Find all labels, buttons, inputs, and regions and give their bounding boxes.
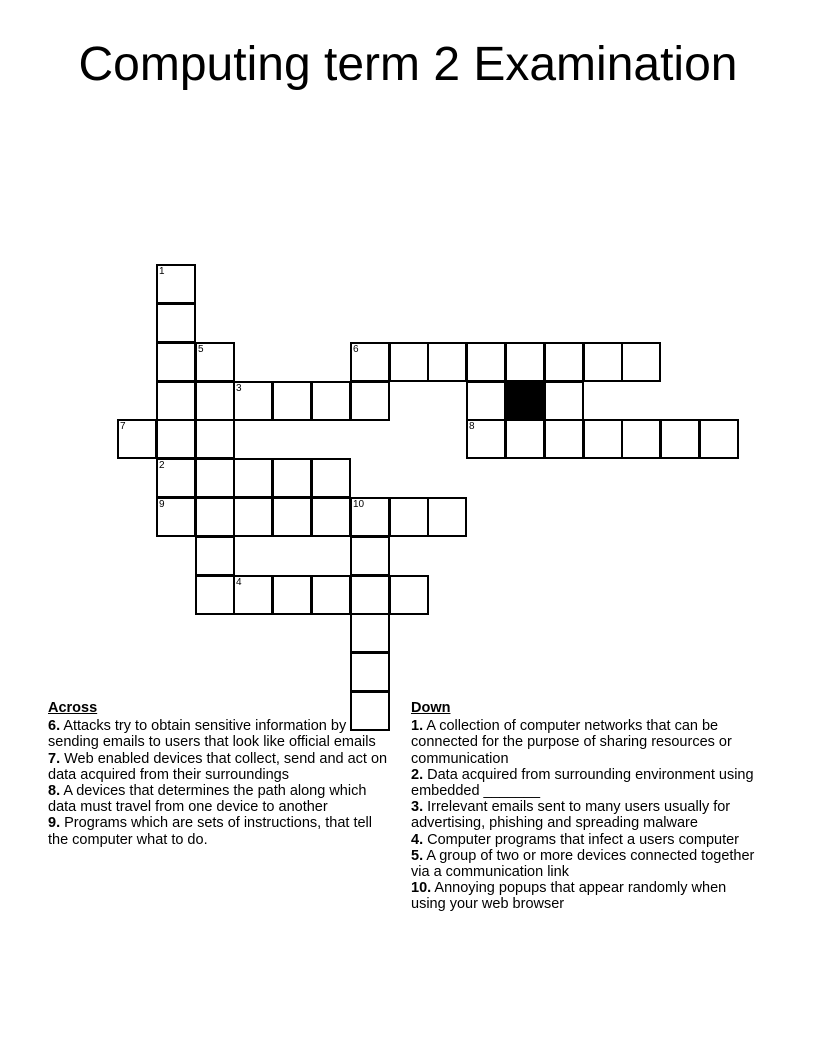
cell-number: 6 — [353, 344, 359, 355]
down-heading: Down — [411, 700, 451, 716]
cell-number: 5 — [198, 344, 204, 355]
grid-cell[interactable] — [427, 342, 467, 382]
grid-cell[interactable] — [311, 458, 351, 498]
clue-text: A group of two or more devices connected together via a communication link — [411, 847, 755, 881]
grid-cell[interactable] — [195, 536, 235, 576]
across-heading: Across — [48, 700, 98, 716]
clue-across-9 — [48, 815, 393, 847]
grid-cell[interactable] — [660, 419, 700, 459]
clue-text: Attacks try to obtain sensitive information by sending emails to users that look like official emails — [48, 718, 376, 751]
clue-text: Computer programs that infect a users computer — [427, 831, 740, 848]
grid-cell[interactable] — [389, 575, 429, 615]
cell-number: 7 — [120, 421, 126, 432]
grid-cell[interactable] — [156, 264, 196, 304]
grid-cell[interactable] — [466, 381, 506, 421]
clue-down-3 — [411, 799, 756, 831]
grid-cell[interactable] — [156, 342, 196, 382]
grid-cell[interactable] — [195, 458, 235, 498]
clue-number: 3. — [411, 799, 424, 816]
grid-cell[interactable] — [233, 497, 273, 537]
grid-cell[interactable] — [350, 381, 390, 421]
clue-text: A devices that determines the path along which data must travel from one device to another — [48, 783, 367, 816]
grid-cell[interactable] — [195, 381, 235, 421]
grid-cell[interactable] — [233, 575, 273, 615]
clue-text: Irrelevant emails sent to many users usually for advertising, phishing and spreading malware — [411, 799, 731, 832]
clue-across-8 — [48, 783, 393, 815]
cell-number: 4 — [236, 577, 242, 588]
clue-number: 9. — [48, 815, 61, 832]
clue-number: 7. — [48, 750, 61, 767]
grid-cell[interactable] — [466, 419, 506, 459]
grid-cell[interactable] — [311, 381, 351, 421]
grid-cell[interactable] — [195, 575, 235, 615]
grid-cell[interactable] — [389, 497, 429, 537]
clue-down-5 — [411, 848, 756, 880]
grid-cell[interactable] — [311, 497, 351, 537]
cell-number: 3 — [236, 383, 242, 394]
grid-cell[interactable] — [350, 613, 390, 653]
grid-cell[interactable] — [466, 342, 506, 382]
grid-cell[interactable] — [156, 458, 196, 498]
grid-cell[interactable] — [195, 497, 235, 537]
clue-number: 5. — [411, 847, 424, 864]
clue-down-1 — [411, 718, 756, 767]
grid-cell[interactable] — [156, 497, 196, 537]
grid-cell[interactable] — [272, 575, 312, 615]
grid-cell[interactable] — [350, 575, 390, 615]
grid-cell[interactable] — [544, 419, 584, 459]
grid-cell[interactable] — [311, 575, 351, 615]
grid-cell[interactable] — [195, 342, 235, 382]
clue-text: Annoying popups that appear randomly when using your web browser — [411, 880, 727, 913]
clue-down-10 — [411, 880, 756, 912]
cell-number: 9 — [159, 499, 165, 510]
grid-cell[interactable] — [505, 419, 545, 459]
clue-down-2 — [411, 767, 756, 799]
clue-down-4 — [411, 832, 756, 848]
clue-number: 6. — [48, 718, 61, 735]
grid-cell[interactable] — [389, 342, 429, 382]
grid-cell[interactable] — [156, 419, 196, 459]
clue-text: Data acquired from surrounding environment using embedded _______ — [411, 766, 754, 800]
clue-number: 8. — [48, 783, 61, 800]
grid-cell[interactable] — [272, 458, 312, 498]
clue-text: Programs which are sets of instructions, that tell the computer what to do. — [48, 815, 372, 848]
clue-text: Web enabled devices that collect, send and act on data acquired from their surroundings — [48, 750, 388, 783]
grid-cell-blocked — [505, 381, 545, 421]
clue-number: 1. — [411, 718, 424, 735]
clue-number: 10. — [411, 880, 432, 897]
cell-number: 2 — [159, 460, 165, 471]
grid-cell[interactable] — [350, 652, 390, 692]
down-clues — [411, 700, 756, 913]
grid-cell[interactable] — [350, 497, 390, 537]
clue-across-6 — [48, 718, 393, 750]
grid-cell[interactable] — [621, 342, 661, 382]
grid-cell[interactable] — [699, 419, 739, 459]
grid-cell[interactable] — [427, 497, 467, 537]
grid-cell[interactable] — [233, 381, 273, 421]
grid-cell[interactable] — [583, 419, 623, 459]
grid-cell[interactable] — [621, 419, 661, 459]
grid-cell[interactable] — [350, 342, 390, 382]
cell-number: 8 — [469, 421, 475, 432]
across-clues — [48, 700, 393, 848]
grid-cell[interactable] — [272, 381, 312, 421]
grid-cell[interactable] — [544, 381, 584, 421]
cell-number: 10 — [353, 499, 365, 510]
grid-cell[interactable] — [583, 342, 623, 382]
page-title: Computing term 2 Examination — [78, 38, 738, 91]
grid-cell[interactable] — [117, 419, 157, 459]
grid-cell[interactable] — [272, 497, 312, 537]
grid-cell[interactable] — [505, 342, 545, 382]
clue-across-7 — [48, 751, 393, 783]
grid-cell[interactable] — [195, 419, 235, 459]
grid-cell[interactable] — [544, 342, 584, 382]
clue-number: 4. — [411, 831, 424, 848]
grid-cell[interactable] — [350, 536, 390, 576]
grid-cell[interactable] — [233, 458, 273, 498]
grid-cell[interactable] — [156, 303, 196, 343]
clue-number: 2. — [411, 766, 424, 783]
grid-cell[interactable] — [156, 381, 196, 421]
clue-text: A collection of computer networks that can be connected for the purpose of sharing resources or communication — [411, 718, 732, 767]
cell-number: 1 — [159, 266, 165, 277]
